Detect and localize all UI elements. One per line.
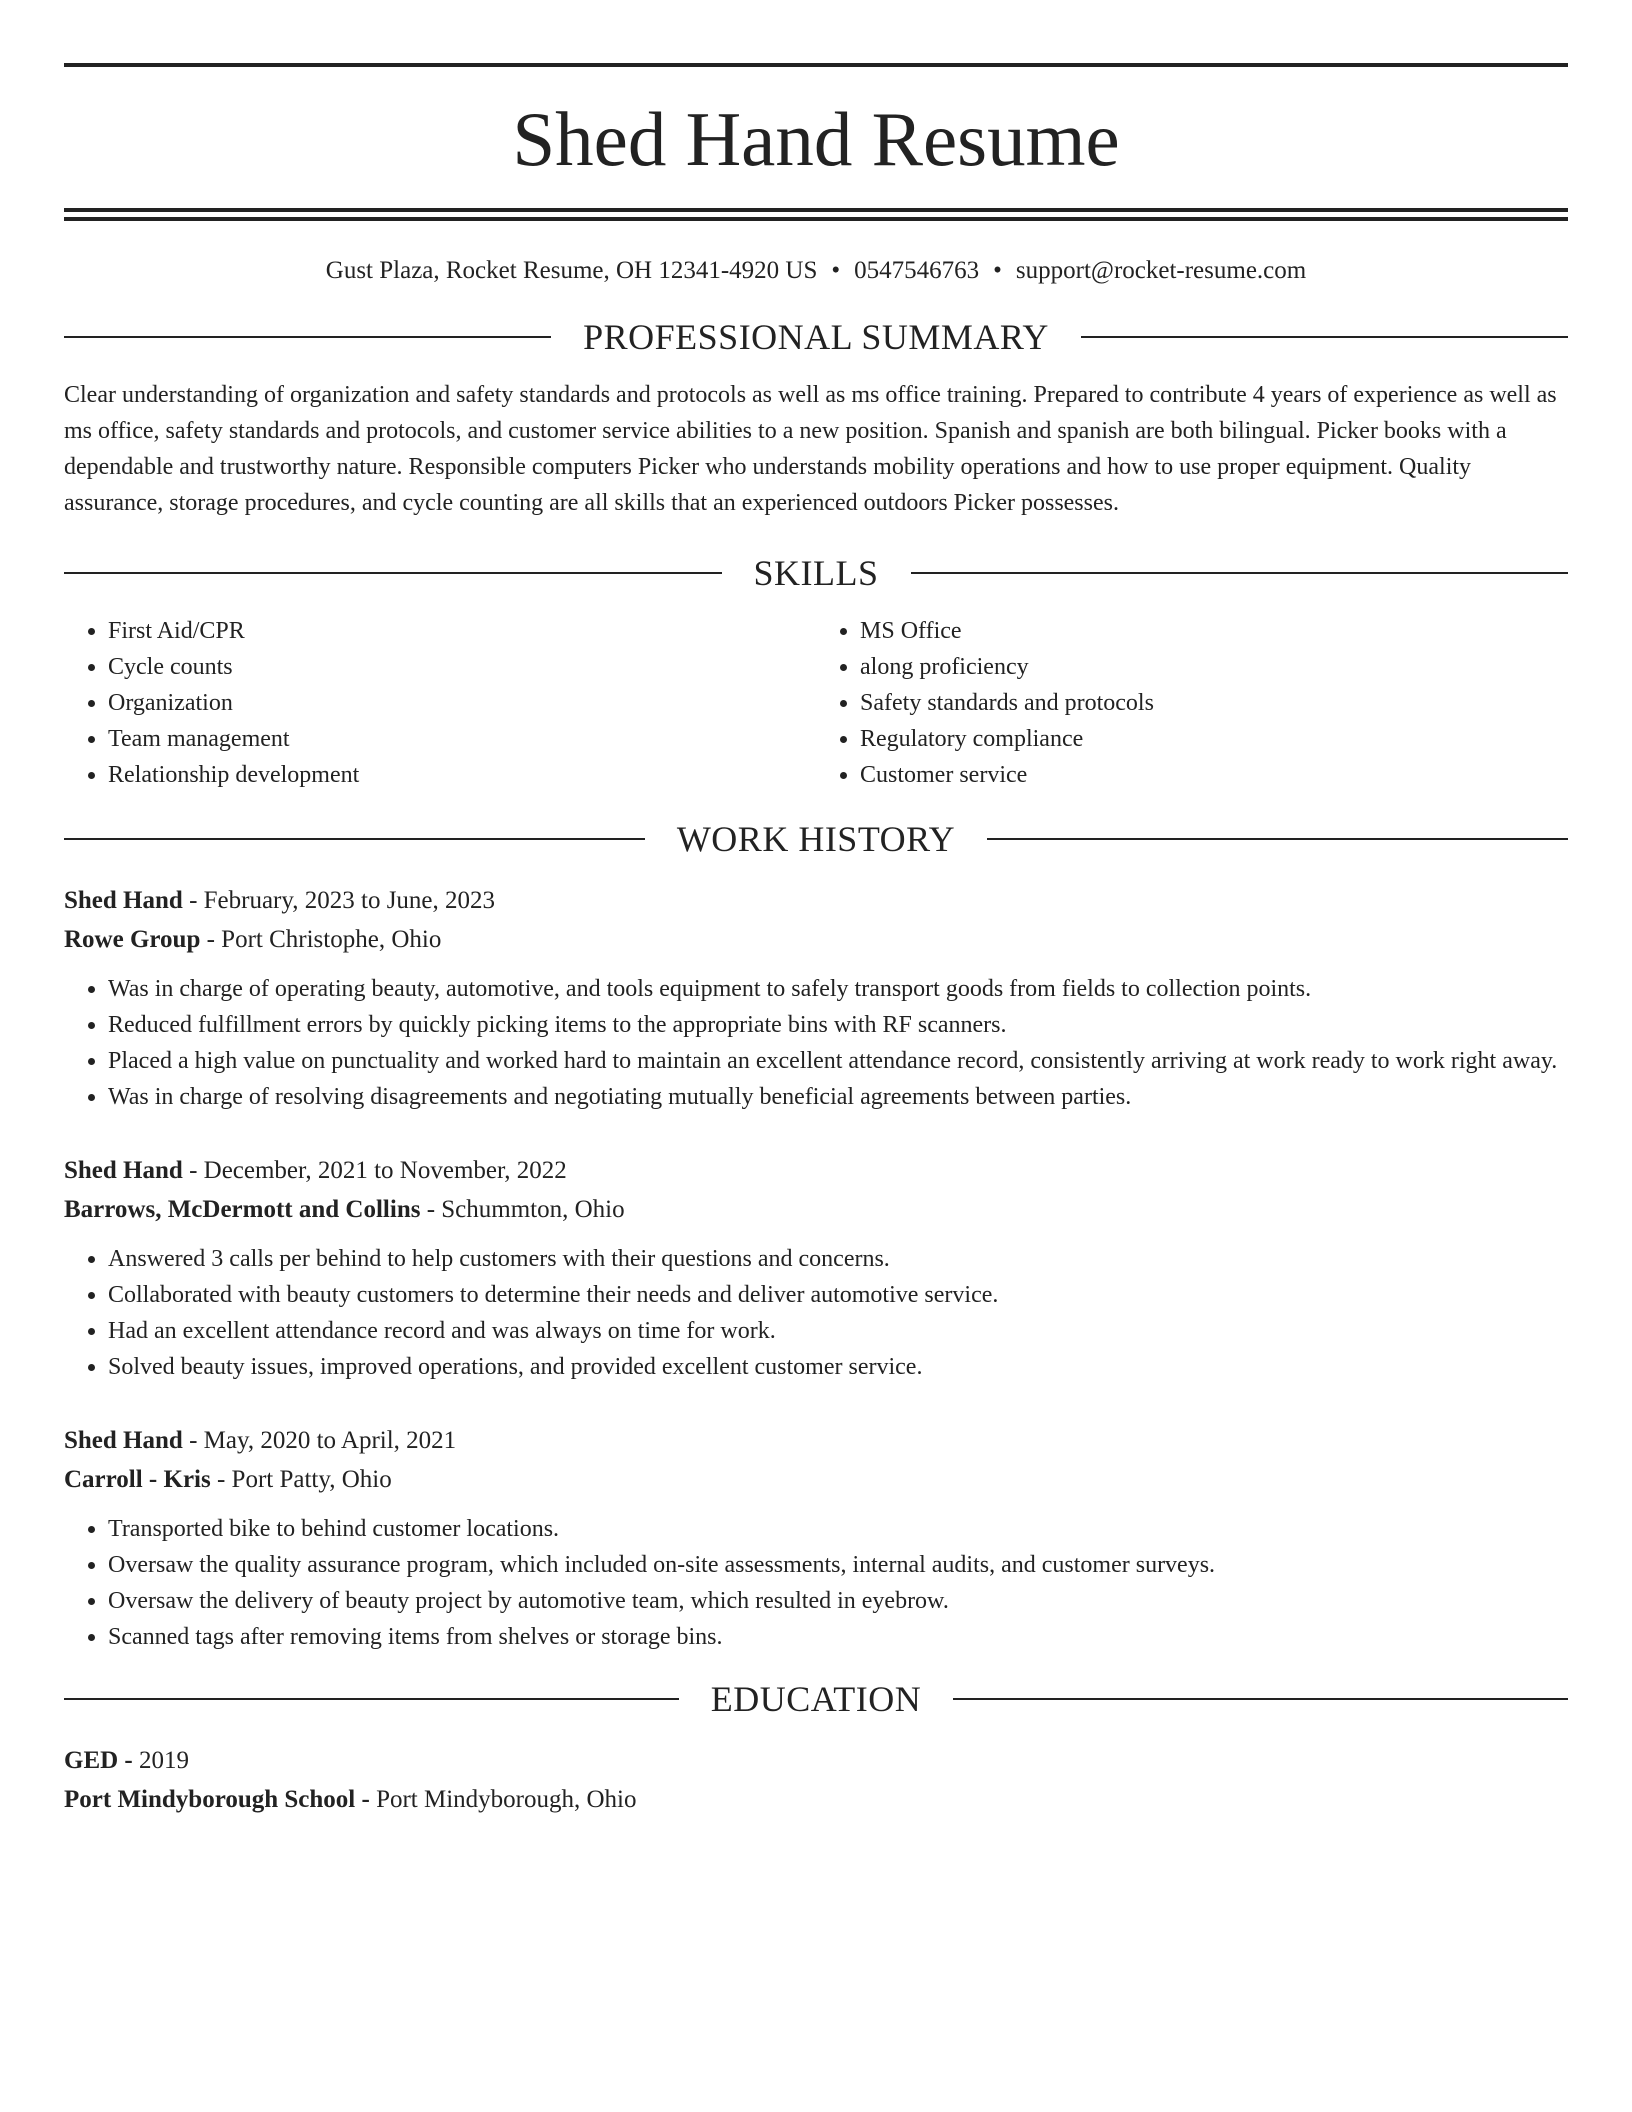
- education-degree-line: [64, 1741, 1568, 1780]
- contact-separator: •: [993, 257, 1002, 284]
- list-item: • Reduced fulfillment errors by quickly picking items to the appropriate bins with RF scanners.: [108, 1007, 1568, 1043]
- job-title-line: [64, 1151, 1568, 1190]
- job-title-line: [64, 1421, 1568, 1460]
- job-company: Barrows, McDermott and Collins: [64, 1196, 421, 1223]
- section-title: EDUCATION: [710, 1679, 922, 1719]
- job-title-line: [64, 881, 1568, 920]
- job-bullets: [64, 1241, 1568, 1385]
- list-item: • Was in charge of resolving disagreements and negotiating mutually beneficial agreements between parties.: [108, 1079, 1568, 1115]
- section-rule: [64, 1698, 679, 1700]
- job-dates: - May, 2020 to April, 2021: [182, 1427, 457, 1454]
- list-item: • Customer service: [860, 757, 1568, 793]
- list-item: • Cycle counts: [108, 649, 816, 685]
- section-title: WORK HISTORY: [676, 819, 956, 859]
- education-entry: [64, 1741, 1568, 1819]
- section-rule: [953, 1698, 1568, 1700]
- job-dates: - February, 2023 to June, 2023: [182, 887, 496, 914]
- section-header-summary: [64, 319, 1568, 355]
- list-item: • Relationship development: [108, 757, 816, 793]
- section-rule: [64, 336, 551, 338]
- contact-phone: 0547546763: [854, 257, 980, 284]
- section-header-work-history: [64, 821, 1568, 857]
- job-bullets: [64, 1511, 1568, 1655]
- section-title: PROFESSIONAL SUMMARY: [583, 317, 1049, 357]
- section-rule: [987, 838, 1568, 840]
- summary-text: Clear understanding of organization and safety standards and protocols as well as ms office training. Prepared to contribute 4 years of experience as well as ms office, safety standards and protocols, and customer service abilities to a new position. Spanish and spanish are both bilingual. Picker books with a dependable and trustworthy nature. Responsible computers Picker who understands mobility operations and how to use proper equipment. Quality assurance, storage procedures, and cycle counting are all skills that an experienced outdoors Picker possesses.: [64, 382, 1557, 516]
- section-header-education: [64, 1681, 1568, 1717]
- section-rule: [64, 572, 722, 574]
- education-year: 2019: [132, 1747, 189, 1774]
- job-title: Shed Hand: [64, 1157, 183, 1184]
- section-header-skills: [64, 555, 1568, 591]
- contact-email: support@rocket-resume.com: [1015, 257, 1307, 284]
- job-entry: [64, 1151, 1568, 1385]
- list-item: • Team management: [108, 721, 816, 757]
- list-item: • Transported bike to behind customer locations.: [108, 1511, 1568, 1547]
- title-rule-1: [64, 208, 1568, 212]
- education-school-line: [64, 1780, 1568, 1819]
- list-item: • Scanned tags after removing items from shelves or storage bins.: [108, 1619, 1568, 1655]
- job-dates: - December, 2021 to November, 2022: [182, 1157, 567, 1184]
- education-school: Port Mindyborough School -: [64, 1786, 370, 1813]
- resume-title: Shed Hand Resume: [512, 96, 1120, 182]
- title-rule-2: [64, 217, 1568, 221]
- list-item: • Oversaw the delivery of beauty project by automotive team, which resulted in eyebrow.: [108, 1583, 1568, 1619]
- list-item: • MS Office: [860, 613, 1568, 649]
- job-location: - Port Patty, Ohio: [210, 1466, 392, 1493]
- list-item: • Solved beauty issues, improved operations, and provided excellent customer service.: [108, 1349, 1568, 1385]
- list-item: • Safety standards and protocols: [860, 685, 1568, 721]
- list-item: • Collaborated with beauty customers to determine their needs and deliver automotive service.: [108, 1277, 1568, 1313]
- list-item: • First Aid/CPR: [108, 613, 816, 649]
- education-degree: GED -: [64, 1747, 133, 1774]
- section-rule: [911, 572, 1569, 574]
- section-title: SKILLS: [753, 553, 879, 593]
- section-rule: [64, 838, 645, 840]
- job-bullets: [64, 971, 1568, 1115]
- education-location: Port Mindyborough, Ohio: [369, 1786, 637, 1813]
- job-entry: [64, 1421, 1568, 1655]
- list-item: • Regulatory compliance: [860, 721, 1568, 757]
- list-item: • Was in charge of operating beauty, automotive, and tools equipment to safely transport goods from fields to collection points.: [108, 971, 1568, 1007]
- list-item: • Had an excellent attendance record and was always on time for work.: [108, 1313, 1568, 1349]
- job-title: Shed Hand: [64, 1427, 183, 1454]
- contact-address: Gust Plaza, Rocket Resume, OH 12341-4920 US: [325, 257, 818, 284]
- job-location: - Port Christophe, Ohio: [200, 926, 442, 953]
- list-item: • Organization: [108, 685, 816, 721]
- job-company-line: [64, 1460, 1568, 1499]
- job-company: Rowe Group: [64, 926, 201, 953]
- list-item: • Answered 3 calls per behind to help customers with their questions and concerns.: [108, 1241, 1568, 1277]
- job-company-line: [64, 1190, 1568, 1229]
- top-rule: [64, 63, 1568, 67]
- job-company-line: [64, 920, 1568, 959]
- skills-column-right: [816, 613, 1568, 793]
- list-item: • Placed a high value on punctuality and worked hard to maintain an excellent attendance record, consistently arriving at work ready to work right away.: [108, 1043, 1568, 1079]
- job-location: - Schummton, Ohio: [420, 1196, 625, 1223]
- skills-list: [64, 613, 1568, 793]
- skills-column-left: [64, 613, 816, 793]
- list-item: • Oversaw the quality assurance program, which included on-site assessments, internal audits, and customer surveys.: [108, 1547, 1568, 1583]
- section-rule: [1081, 336, 1568, 338]
- job-title: Shed Hand: [64, 887, 183, 914]
- contact-line: [64, 257, 1568, 285]
- job-company: Carroll - Kris: [64, 1466, 211, 1493]
- contact-separator: •: [831, 257, 841, 284]
- list-item: • along proficiency: [860, 649, 1568, 685]
- job-entry: [64, 881, 1568, 1115]
